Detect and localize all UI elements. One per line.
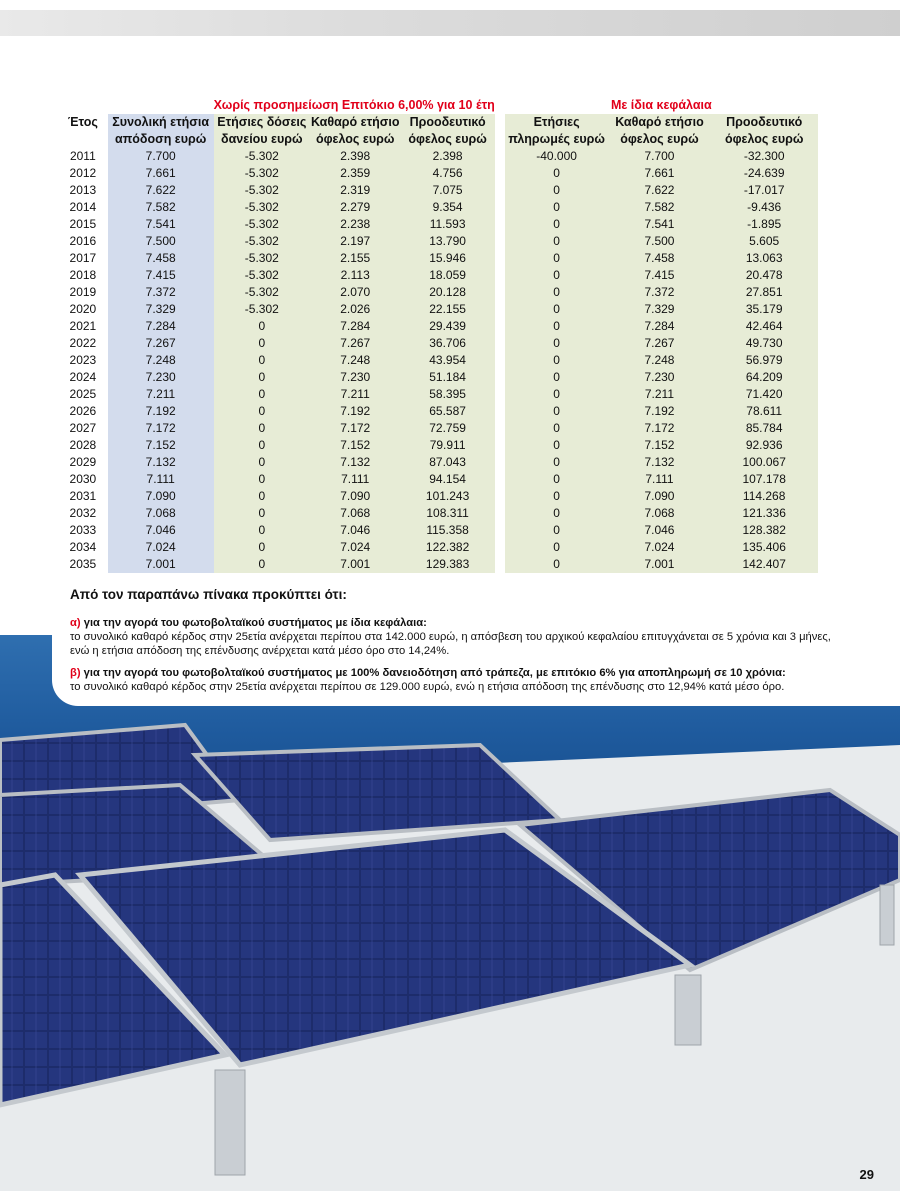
cell-cumulative-benefit-own: -32.300 (710, 148, 818, 165)
cell-annual-payment: 0 (505, 471, 609, 488)
column-gap (495, 488, 505, 505)
cell-net-benefit-own: 7.046 (609, 522, 711, 539)
cell-annual-payment: 0 (505, 250, 609, 267)
cell-annual-payment: 0 (505, 522, 609, 539)
table-row (58, 165, 818, 182)
cell-loan-installment: -5.302 (214, 199, 310, 216)
column-gap (495, 148, 505, 165)
column-gap (495, 318, 505, 335)
conclusion-a-line1: το συνολικό καθαρό κέρδος στην 25ετία ανέρχεται περίπου στα 142.000 ευρώ, η απόσβεση του αρχικού κεφαλαίου επιτυγχάνεται σε 5 χρόνια και 3 μήνες, (70, 631, 831, 643)
cell-loan-installment: -5.302 (214, 267, 310, 284)
cell-loan-installment: 0 (214, 505, 310, 522)
cell-annual-payment: 0 (505, 505, 609, 522)
cell-cumulative-benefit-own: 5.605 (710, 233, 818, 250)
column-gap (495, 335, 505, 352)
cell-loan-installment: 0 (214, 369, 310, 386)
column-gap (495, 165, 505, 182)
conclusions-title: Από τον παραπάνω πίνακα προκύπτει ότι: (70, 587, 347, 602)
conclusion-b-line1: το συνολικό καθαρό κέρδος στην 25ετία ανέρχεται περίπου σε 129.000 ευρώ, ενώ η ετήσια απόδοση της επένδυσης στο 12,94% κατά μέσο όρο. (70, 681, 785, 693)
cell-net-benefit-loan: 7.172 (310, 420, 400, 437)
cell-cumulative-benefit-loan: 94.154 (400, 471, 494, 488)
cell-year: 2015 (58, 216, 108, 233)
cell-annual-payment: 0 (505, 352, 609, 369)
column-gap (495, 403, 505, 420)
cell-total-yield: 7.248 (108, 352, 214, 369)
conclusion-b-body (70, 680, 880, 694)
cell-cumulative-benefit-own: 107.178 (710, 471, 818, 488)
cell-net-benefit-loan: 2.026 (310, 301, 400, 318)
table-row (58, 148, 818, 165)
header-net-benefit-loan-sub: όφελος ευρώ (310, 131, 400, 148)
cell-cumulative-benefit-loan: 115.358 (400, 522, 494, 539)
cell-cumulative-benefit-loan: 29.439 (400, 318, 494, 335)
cell-loan-installment: -5.302 (214, 250, 310, 267)
column-gap (495, 233, 505, 250)
cell-loan-installment: -5.302 (214, 284, 310, 301)
cell-loan-installment: 0 (214, 386, 310, 403)
table-row (58, 522, 818, 539)
cell-cumulative-benefit-own: 49.730 (710, 335, 818, 352)
cell-net-benefit-loan: 7.090 (310, 488, 400, 505)
cell-cumulative-benefit-loan: 22.155 (400, 301, 494, 318)
cell-cumulative-benefit-own: 85.784 (710, 420, 818, 437)
cell-loan-installment: -5.302 (214, 301, 310, 318)
cell-net-benefit-own: 7.267 (609, 335, 711, 352)
cell-annual-payment: 0 (505, 182, 609, 199)
cell-net-benefit-own: 7.024 (609, 539, 711, 556)
header-cumulative-benefit-own: Προοδευτικό (710, 114, 818, 131)
column-gap (495, 250, 505, 267)
cell-loan-installment: 0 (214, 454, 310, 471)
column-gap (495, 454, 505, 471)
column-gap (495, 437, 505, 454)
column-gap (495, 301, 505, 318)
cell-cumulative-benefit-own: -24.639 (710, 165, 818, 182)
cell-net-benefit-own: 7.172 (609, 420, 711, 437)
solar-panels-photo (0, 635, 900, 1191)
cell-loan-installment: 0 (214, 437, 310, 454)
cell-net-benefit-loan: 2.197 (310, 233, 400, 250)
page-number: 29 (859, 1167, 874, 1182)
conclusion-b-mark: β) (70, 667, 81, 679)
cell-net-benefit-own: 7.211 (609, 386, 711, 403)
cell-total-yield: 7.001 (108, 556, 214, 573)
cell-cumulative-benefit-own: 78.611 (710, 403, 818, 420)
table-row (58, 386, 818, 403)
cell-annual-payment: 0 (505, 335, 609, 352)
group-title-own-capital: Με ίδια κεφάλαια (505, 96, 818, 114)
cell-cumulative-benefit-own: 71.420 (710, 386, 818, 403)
cell-cumulative-benefit-loan: 36.706 (400, 335, 494, 352)
cell-net-benefit-loan: 2.238 (310, 216, 400, 233)
column-gap (495, 505, 505, 522)
cell-net-benefit-own: 7.661 (609, 165, 711, 182)
cell-loan-installment: 0 (214, 335, 310, 352)
cell-annual-payment: 0 (505, 301, 609, 318)
table-row (58, 556, 818, 573)
cell-cumulative-benefit-own: 128.382 (710, 522, 818, 539)
cell-net-benefit-loan: 7.152 (310, 437, 400, 454)
cell-loan-installment: 0 (214, 352, 310, 369)
cell-loan-installment: 0 (214, 318, 310, 335)
cell-net-benefit-loan: 7.267 (310, 335, 400, 352)
cell-net-benefit-loan: 7.211 (310, 386, 400, 403)
cell-net-benefit-loan: 7.132 (310, 454, 400, 471)
header-loan-installments-sub: δανείου ευρώ (214, 131, 310, 148)
cell-total-yield: 7.068 (108, 505, 214, 522)
cell-net-benefit-loan: 7.192 (310, 403, 400, 420)
cell-net-benefit-own: 7.090 (609, 488, 711, 505)
table-row (58, 420, 818, 437)
cell-annual-payment: 0 (505, 284, 609, 301)
cell-year: 2035 (58, 556, 108, 573)
cell-loan-installment: 0 (214, 471, 310, 488)
cell-year: 2024 (58, 369, 108, 386)
cell-annual-payment: 0 (505, 386, 609, 403)
cell-cumulative-benefit-loan: 11.593 (400, 216, 494, 233)
table-row (58, 471, 818, 488)
table-row (58, 267, 818, 284)
cell-net-benefit-loan: 7.230 (310, 369, 400, 386)
cell-cumulative-benefit-own: 20.478 (710, 267, 818, 284)
column-gap (495, 182, 505, 199)
cell-year: 2011 (58, 148, 108, 165)
cell-year: 2021 (58, 318, 108, 335)
cell-cumulative-benefit-own: 42.464 (710, 318, 818, 335)
cell-net-benefit-loan: 2.155 (310, 250, 400, 267)
header-annual-payments: Ετήσιες (505, 114, 609, 131)
table-row (58, 505, 818, 522)
cell-year: 2034 (58, 539, 108, 556)
cell-cumulative-benefit-loan: 58.395 (400, 386, 494, 403)
cell-loan-installment: -5.302 (214, 182, 310, 199)
cell-total-yield: 7.211 (108, 386, 214, 403)
cell-loan-installment: -5.302 (214, 165, 310, 182)
cell-net-benefit-own: 7.001 (609, 556, 711, 573)
conclusion-b-heading (70, 666, 880, 680)
cell-cumulative-benefit-loan: 20.128 (400, 284, 494, 301)
financial-table-container (58, 96, 818, 573)
column-gap (495, 216, 505, 233)
cell-cumulative-benefit-own: 27.851 (710, 284, 818, 301)
cell-year: 2032 (58, 505, 108, 522)
cell-net-benefit-own: 7.329 (609, 301, 711, 318)
cell-net-benefit-loan: 2.398 (310, 148, 400, 165)
cell-total-yield: 7.622 (108, 182, 214, 199)
cell-loan-installment: 0 (214, 539, 310, 556)
cell-cumulative-benefit-loan: 18.059 (400, 267, 494, 284)
column-gap (495, 471, 505, 488)
cell-year: 2031 (58, 488, 108, 505)
cell-annual-payment: -40.000 (505, 148, 609, 165)
cell-annual-payment: 0 (505, 216, 609, 233)
cell-net-benefit-loan: 2.113 (310, 267, 400, 284)
column-gap (495, 386, 505, 403)
column-gap (495, 284, 505, 301)
cell-net-benefit-loan: 7.068 (310, 505, 400, 522)
cell-annual-payment: 0 (505, 199, 609, 216)
cell-cumulative-benefit-loan: 7.075 (400, 182, 494, 199)
cell-year: 2020 (58, 301, 108, 318)
conclusion-a-mark: α) (70, 617, 81, 629)
cell-cumulative-benefit-own: 92.936 (710, 437, 818, 454)
cell-net-benefit-own: 7.068 (609, 505, 711, 522)
table-row (58, 199, 818, 216)
cell-net-benefit-loan: 7.024 (310, 539, 400, 556)
table-row (58, 233, 818, 250)
cell-total-yield: 7.500 (108, 233, 214, 250)
cell-total-yield: 7.700 (108, 148, 214, 165)
cell-annual-payment: 0 (505, 556, 609, 573)
cell-cumulative-benefit-loan: 4.756 (400, 165, 494, 182)
cell-net-benefit-own: 7.284 (609, 318, 711, 335)
conclusion-b-heading-text: για την αγορά του φωτοβολταϊκού συστήματος με 100% δανειοδότηση από τράπεζα, με επιτόκιο 6% για αποπληρωμή σε 10 χρόνια: (83, 667, 786, 679)
cell-total-yield: 7.541 (108, 216, 214, 233)
cell-cumulative-benefit-own: 35.179 (710, 301, 818, 318)
cell-cumulative-benefit-own: -1.895 (710, 216, 818, 233)
cell-cumulative-benefit-own: -17.017 (710, 182, 818, 199)
table-row (58, 284, 818, 301)
cell-cumulative-benefit-loan: 51.184 (400, 369, 494, 386)
cell-year: 2014 (58, 199, 108, 216)
cell-total-yield: 7.024 (108, 539, 214, 556)
cell-cumulative-benefit-loan: 87.043 (400, 454, 494, 471)
cell-total-yield: 7.090 (108, 488, 214, 505)
cell-cumulative-benefit-loan: 79.911 (400, 437, 494, 454)
cell-net-benefit-loan: 7.284 (310, 318, 400, 335)
header-cumulative-benefit-loan-sub: όφελος ευρώ (400, 131, 494, 148)
cell-net-benefit-own: 7.192 (609, 403, 711, 420)
cell-year: 2022 (58, 335, 108, 352)
conclusion-a-heading-text: για την αγορά του φωτοβολταϊκού συστήματος με ίδια κεφάλαια: (83, 617, 427, 629)
cell-cumulative-benefit-own: 13.063 (710, 250, 818, 267)
cell-net-benefit-loan: 7.001 (310, 556, 400, 573)
cell-annual-payment: 0 (505, 539, 609, 556)
cell-cumulative-benefit-own: 121.336 (710, 505, 818, 522)
cell-loan-installment: 0 (214, 403, 310, 420)
cell-net-benefit-loan: 2.319 (310, 182, 400, 199)
header-net-benefit-own-sub: όφελος ευρώ (609, 131, 711, 148)
cell-cumulative-benefit-loan: 2.398 (400, 148, 494, 165)
cell-net-benefit-loan: 7.111 (310, 471, 400, 488)
header-cumulative-benefit-own-sub: όφελος ευρώ (710, 131, 818, 148)
cell-net-benefit-own: 7.700 (609, 148, 711, 165)
cell-cumulative-benefit-own: 114.268 (710, 488, 818, 505)
cell-loan-installment: 0 (214, 556, 310, 573)
cell-cumulative-benefit-loan: 129.383 (400, 556, 494, 573)
cell-year: 2030 (58, 471, 108, 488)
cell-cumulative-benefit-own: 64.209 (710, 369, 818, 386)
cell-year: 2033 (58, 522, 108, 539)
cell-year: 2026 (58, 403, 108, 420)
cell-net-benefit-own: 7.372 (609, 284, 711, 301)
column-gap (495, 369, 505, 386)
cell-net-benefit-loan: 2.070 (310, 284, 400, 301)
cell-total-yield: 7.172 (108, 420, 214, 437)
cell-total-yield: 7.415 (108, 267, 214, 284)
cell-net-benefit-loan: 7.046 (310, 522, 400, 539)
cell-cumulative-benefit-loan: 15.946 (400, 250, 494, 267)
table-row (58, 301, 818, 318)
column-gap (495, 556, 505, 573)
cell-annual-payment: 0 (505, 369, 609, 386)
column-gap (495, 267, 505, 284)
cell-total-yield: 7.661 (108, 165, 214, 182)
cell-loan-installment: -5.302 (214, 233, 310, 250)
cell-annual-payment: 0 (505, 318, 609, 335)
cell-year: 2013 (58, 182, 108, 199)
cell-total-yield: 7.329 (108, 301, 214, 318)
table-row (58, 437, 818, 454)
conclusion-a-heading (70, 616, 880, 630)
column-gap (495, 522, 505, 539)
cell-net-benefit-own: 7.111 (609, 471, 711, 488)
header-year-sub (58, 131, 108, 148)
header-net-benefit-loan: Καθαρό ετήσιο (310, 115, 400, 129)
cell-cumulative-benefit-loan: 65.587 (400, 403, 494, 420)
cell-year: 2028 (58, 437, 108, 454)
cell-total-yield: 7.152 (108, 437, 214, 454)
table-row (58, 488, 818, 505)
cell-cumulative-benefit-loan: 9.354 (400, 199, 494, 216)
table-row (58, 182, 818, 199)
cell-total-yield: 7.284 (108, 318, 214, 335)
cell-annual-payment: 0 (505, 437, 609, 454)
cell-net-benefit-own: 7.622 (609, 182, 711, 199)
conclusion-a-body (70, 630, 880, 658)
cell-net-benefit-loan: 2.359 (310, 165, 400, 182)
cell-net-benefit-loan: 2.279 (310, 199, 400, 216)
table-row (58, 318, 818, 335)
cell-year: 2016 (58, 233, 108, 250)
cell-cumulative-benefit-own: 135.406 (710, 539, 818, 556)
cell-annual-payment: 0 (505, 403, 609, 420)
group-title-loan: Χωρίς προσημείωση Επιτόκιο 6,00% για 10 έτη (214, 96, 495, 114)
header-year: Έτος (58, 114, 108, 131)
cell-net-benefit-own: 7.582 (609, 199, 711, 216)
cell-total-yield: 7.458 (108, 250, 214, 267)
cell-loan-installment: -5.302 (214, 148, 310, 165)
cell-year: 2023 (58, 352, 108, 369)
cell-year: 2019 (58, 284, 108, 301)
cell-cumulative-benefit-own: 142.407 (710, 556, 818, 573)
cell-total-yield: 7.372 (108, 284, 214, 301)
cell-year: 2017 (58, 250, 108, 267)
cell-total-yield: 7.046 (108, 522, 214, 539)
cell-cumulative-benefit-loan: 43.954 (400, 352, 494, 369)
cell-loan-installment: 0 (214, 420, 310, 437)
cell-net-benefit-own: 7.500 (609, 233, 711, 250)
cell-total-yield: 7.192 (108, 403, 214, 420)
header-loan-installments: Ετήσιες δόσεις (214, 114, 310, 131)
table-row (58, 369, 818, 386)
cell-loan-installment: 0 (214, 522, 310, 539)
table-row (58, 216, 818, 233)
financial-table (58, 96, 818, 573)
cell-year: 2012 (58, 165, 108, 182)
cell-net-benefit-own: 7.132 (609, 454, 711, 471)
table-row (58, 454, 818, 471)
table-body (58, 148, 818, 573)
cell-net-benefit-own: 7.248 (609, 352, 711, 369)
cell-year: 2029 (58, 454, 108, 471)
cell-total-yield: 7.111 (108, 471, 214, 488)
column-gap (495, 199, 505, 216)
cell-total-yield: 7.132 (108, 454, 214, 471)
top-header-band (0, 10, 900, 36)
cell-total-yield: 7.582 (108, 199, 214, 216)
solar-panels-illustration (0, 635, 900, 1191)
table-row (58, 335, 818, 352)
cell-cumulative-benefit-loan: 72.759 (400, 420, 494, 437)
header-total-yield: Συνολική ετήσια (108, 114, 214, 131)
header-net-benefit-own: Καθαρό ετήσιο (609, 114, 711, 131)
cell-cumulative-benefit-loan: 101.243 (400, 488, 494, 505)
cell-net-benefit-own: 7.541 (609, 216, 711, 233)
cell-year: 2027 (58, 420, 108, 437)
conclusion-a-line2: ενώ η ετήσια απόδοση της επένδυσης ανέρχεται κατά μέσο όρο στο 14,24%. (70, 645, 450, 657)
cell-cumulative-benefit-loan: 13.790 (400, 233, 494, 250)
conclusions-section (70, 588, 880, 702)
table-row (58, 352, 818, 369)
table-row (58, 250, 818, 267)
column-gap (495, 420, 505, 437)
cell-annual-payment: 0 (505, 165, 609, 182)
cell-cumulative-benefit-own: 100.067 (710, 454, 818, 471)
cell-total-yield: 7.267 (108, 335, 214, 352)
cell-cumulative-benefit-own: 56.979 (710, 352, 818, 369)
cell-cumulative-benefit-loan: 108.311 (400, 505, 494, 522)
cell-net-benefit-own: 7.152 (609, 437, 711, 454)
cell-cumulative-benefit-own: -9.436 (710, 199, 818, 216)
cell-net-benefit-own: 7.230 (609, 369, 711, 386)
cell-net-benefit-loan: 7.248 (310, 352, 400, 369)
cell-year: 2025 (58, 386, 108, 403)
cell-year: 2018 (58, 267, 108, 284)
cell-net-benefit-own: 7.458 (609, 250, 711, 267)
cell-net-benefit-own: 7.415 (609, 267, 711, 284)
table-row (58, 403, 818, 420)
table-row (58, 539, 818, 556)
column-gap (495, 352, 505, 369)
header-total-yield-sub: απόδοση ευρώ (108, 131, 214, 148)
header-annual-payments-sub: πληρωμές ευρώ (505, 131, 609, 148)
cell-annual-payment: 0 (505, 488, 609, 505)
cell-annual-payment: 0 (505, 267, 609, 284)
cell-total-yield: 7.230 (108, 369, 214, 386)
column-gap (495, 539, 505, 556)
cell-annual-payment: 0 (505, 454, 609, 471)
cell-annual-payment: 0 (505, 420, 609, 437)
cell-cumulative-benefit-loan: 122.382 (400, 539, 494, 556)
header-cumulative-benefit-loan: Προοδευτικό (400, 114, 494, 131)
cell-loan-installment: -5.302 (214, 216, 310, 233)
cell-annual-payment: 0 (505, 233, 609, 250)
cell-loan-installment: 0 (214, 488, 310, 505)
